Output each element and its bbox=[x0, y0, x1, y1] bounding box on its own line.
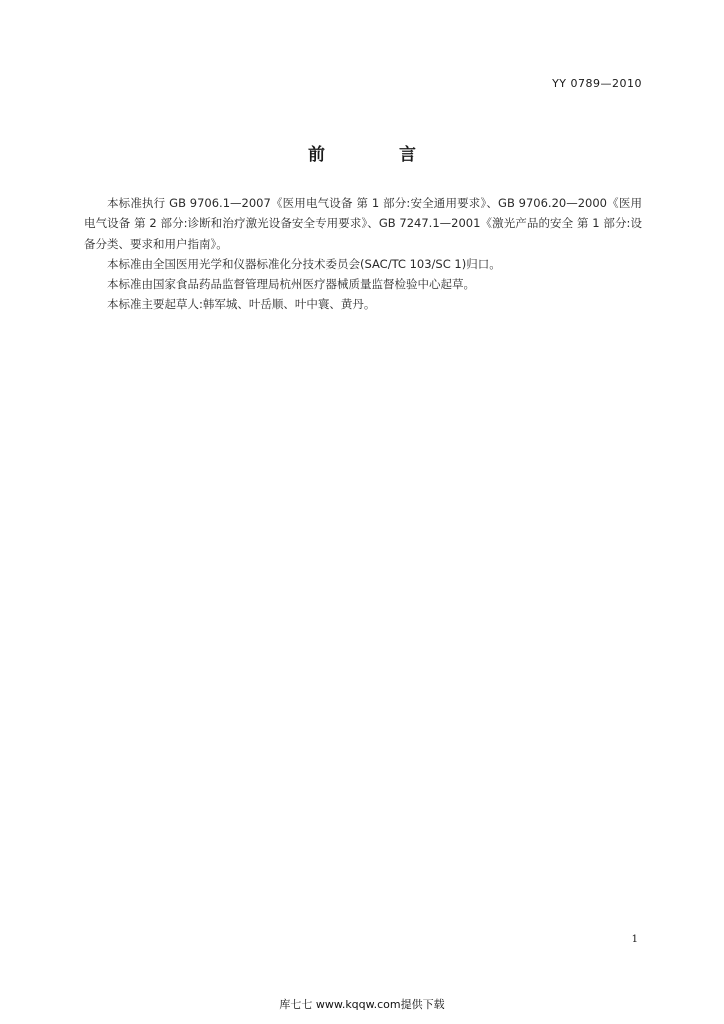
paragraph-drafters: 本标准主要起草人:韩军城、叶岳顺、叶中寰、黄丹。 bbox=[107, 297, 376, 312]
standard-number: YY 0789—2010 bbox=[552, 77, 642, 90]
paragraph-drafting-organization: 本标准由国家食品药品监督管理局杭州医疗器械质量监督检验中心起草。 bbox=[107, 277, 475, 292]
paragraph-technical-committee: 本标准由全国医用光学和仪器标准化分技术委员会(SAC/TC 103/SC 1)归口。 bbox=[107, 256, 501, 271]
page-title: 前 言 bbox=[308, 145, 450, 165]
download-footer: 库七七 www.kqqw.com提供下载 bbox=[279, 998, 445, 1011]
paragraph-standards-referenced: 本标准执行 GB 9706.1—2007《医用电气设备 第 1 部分:安全通用要求》、GB 9706.20—2000《医用电气设备 第 2 部分:诊断和治疗激光设备安全专用要求》、GB 7247.1—2001《激光产品的安全 第 1 部分:设备分类、要求和用户指南》。 bbox=[84, 196, 642, 251]
page-number: 1 bbox=[631, 934, 638, 945]
document-body bbox=[84, 193, 642, 315]
